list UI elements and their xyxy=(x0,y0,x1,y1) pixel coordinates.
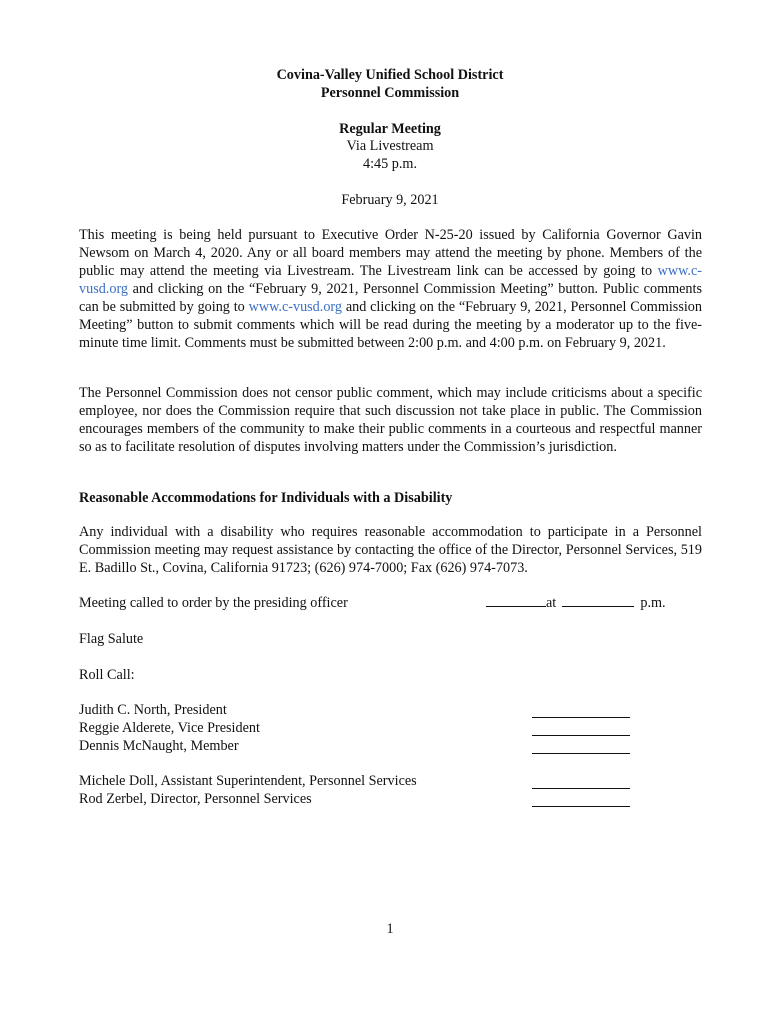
page-number: 1 xyxy=(386,921,394,937)
call-to-order-at: at xyxy=(546,595,557,611)
paragraph1-text-1: This meeting is being held pursuant to Executive Order N-25-20 issued by California Governor Gavin Newsom on March 4, 2020. Any or all board members may attend the meeting by phone. Members of the public may attend the meeting via Livestream. The Livestream link can be accessed by going to xyxy=(79,227,702,279)
meeting-date: February 9, 2021 xyxy=(341,192,439,208)
roll-call-signature-line[interactable] xyxy=(532,721,630,736)
call-to-order-minutes-blank[interactable] xyxy=(562,594,634,607)
roll-call-member: Reggie Alderete, Vice President xyxy=(79,720,260,736)
paragraph1-text-2: and clicking on the “February 9, 2021, Personnel Commission Meeting” button. Public comments can be submitted by going to xyxy=(79,281,702,315)
roll-call-signature-line[interactable] xyxy=(532,703,630,718)
flag-salute: Flag Salute xyxy=(79,631,144,647)
roll-call-signature-line[interactable] xyxy=(532,739,630,754)
roll-call-signature-line[interactable] xyxy=(532,792,630,807)
call-to-order-time-blank[interactable] xyxy=(486,594,546,607)
roll-call-heading: Roll Call: xyxy=(79,667,135,683)
roll-call-member: Judith C. North, President xyxy=(79,702,227,718)
call-to-order-label: Meeting called to order by the presiding officer xyxy=(79,595,348,611)
meeting-time: 4:45 p.m. xyxy=(363,156,417,172)
accommodations-paragraph: Any individual with a disability who requires reasonable accommodation to participate in a Personnel Commission meeting may request assistance by contacting the office of the Director, Personnel Services, 519 E. Badillo St., Covina, California 91723; (626) 974-7000; Fax (626) 974-7073. xyxy=(79,524,702,576)
roll-call-signature-line[interactable] xyxy=(532,774,630,789)
executive-order-paragraph xyxy=(79,226,702,352)
district-title: Covina-Valley Unified School District xyxy=(276,67,504,83)
roll-call-member: Dennis McNaught, Member xyxy=(79,738,239,754)
meeting-type: Regular Meeting xyxy=(339,121,441,137)
paragraph1-text-3: and clicking on the “February 9, 2021, Personnel Commission Meeting” button to submit comments which will be read during the meeting by a moderator up to the five-minute time limit. Comments must be submitted between 2:00 p.m. and 4:00 p.m. on February 9, 2021. xyxy=(79,299,702,351)
public-comment-paragraph: The Personnel Commission does not censor public comment, which may include criticisms about a specific employee, nor does the Commission require that such discussion not take place in public. The Commission encourages members of the community to make their public comments in a courteous and respectful manner so as to facilitate resolution of disputes involving matters under the Commission’s jurisdiction. xyxy=(79,385,702,455)
c-vusd-link-2[interactable]: www.c-vusd.org xyxy=(248,299,342,315)
call-to-order-time-fields xyxy=(486,594,666,612)
c-vusd-link-1[interactable]: www.c-vusd.org xyxy=(79,263,702,297)
accommodations-heading: Reasonable Accommodations for Individuals with a Disability xyxy=(79,490,453,506)
commission-title: Personnel Commission xyxy=(320,85,460,101)
roll-call-staff: Rod Zerbel, Director, Personnel Services xyxy=(79,791,312,807)
roll-call-staff: Michele Doll, Assistant Superintendent, Personnel Services xyxy=(79,773,417,789)
call-to-order-pm: p.m. xyxy=(640,595,666,611)
meeting-location: Via Livestream xyxy=(346,138,434,154)
